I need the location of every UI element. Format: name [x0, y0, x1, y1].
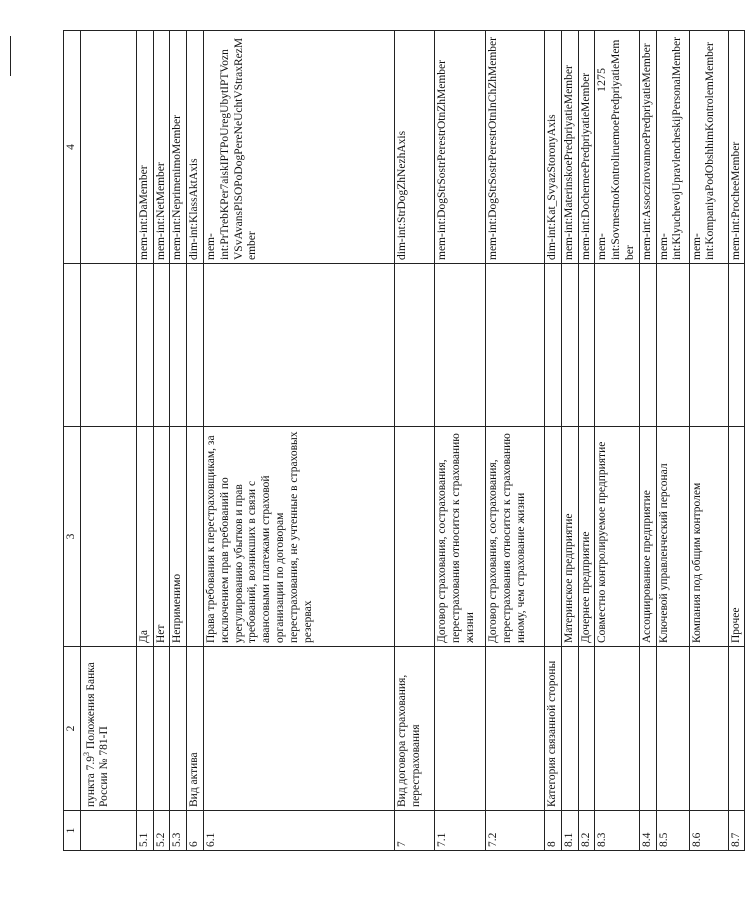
row-name — [434, 647, 485, 811]
row-description — [544, 427, 561, 647]
clause-ref: пункта 7.9 — [84, 755, 97, 807]
row-number: 5.2 — [153, 811, 170, 851]
col-number-empty — [64, 264, 81, 427]
row-code: mem-int:DocherneePredpriyatieMember — [578, 31, 595, 264]
empty-cell — [187, 264, 204, 427]
row-name — [153, 647, 170, 811]
row-description — [394, 427, 434, 647]
empty-cell — [639, 264, 656, 427]
row-description — [187, 427, 204, 647]
empty-cell — [394, 264, 434, 427]
row-description: Да — [136, 427, 153, 647]
row-description: Права требования к перестраховщикам, за исключением прав требований по урегулированию убытков и прав требований, возникших в связи с авансовыми платежами страховой организации по договорам перестрахования, не учтенные в страховых резервах — [203, 427, 394, 647]
row-description: Материнское предприятие — [561, 427, 578, 647]
page-number: 1275 — [594, 68, 608, 92]
row-description: Нет — [153, 427, 170, 647]
row-name — [170, 647, 187, 811]
row-description: Совместно контролируемое предприятие — [595, 427, 639, 647]
empty-cell — [578, 264, 595, 427]
clause-ref-sup: 3 — [81, 751, 91, 756]
row-name — [136, 647, 153, 811]
row-description: Неприменимо — [170, 427, 187, 647]
row-name — [689, 647, 728, 811]
row-name — [656, 647, 689, 811]
row-description: Ключевой управленческий персонал — [656, 427, 689, 647]
table-row — [434, 31, 485, 851]
empty-cell — [561, 264, 578, 427]
row-name — [639, 647, 656, 811]
row-number: 8.5 — [656, 811, 689, 851]
table-row — [136, 31, 153, 851]
col-number-4: 4 — [64, 31, 81, 264]
row-name — [578, 647, 595, 811]
codes-table — [63, 30, 745, 851]
row-number: 7.2 — [485, 811, 544, 851]
table-row — [595, 31, 639, 851]
row-number: 8.3 — [595, 811, 639, 851]
row-code: dim-int:Kat_SvyazStoronyAxis — [544, 31, 561, 264]
empty-cell — [485, 264, 544, 427]
row-code: mem-int:NeprimenimoMember — [170, 31, 187, 264]
empty-cell — [434, 264, 485, 427]
empty-cell — [656, 264, 689, 427]
empty-cell — [689, 264, 728, 427]
row-name: Категория связанной стороны — [544, 647, 561, 811]
row-number: 8.7 — [728, 811, 745, 851]
table-row — [639, 31, 656, 851]
row-number: 6 — [187, 811, 204, 851]
table-row — [170, 31, 187, 851]
empty-cell — [136, 264, 153, 427]
empty-cell — [544, 264, 561, 427]
row-description: Дочернее предприятие — [578, 427, 595, 647]
table-row — [689, 31, 728, 851]
row-number: 8.2 — [578, 811, 595, 851]
row-name — [80, 647, 136, 811]
row-code: mem-int:DaMember — [136, 31, 153, 264]
empty-cell — [595, 264, 639, 427]
row-code: mem-int:AssoczirovannoePredpriyatieMember — [639, 31, 656, 264]
row-description: Прочее — [728, 427, 745, 647]
row-code: mem-int:PrTrebKPer7aiskIPTPoUregUbytIPTVozn VSvAvansPlSOPoDogPereNeUchtVStraxRezMember — [203, 31, 394, 264]
row-name — [561, 647, 578, 811]
scan-edge-mark — [10, 36, 11, 76]
empty-cell — [153, 264, 170, 427]
row-code: mem-int:KompaniyaPodObshhimKontrolemMember — [689, 31, 728, 264]
row-description: Договор страхования, сострахования, перестрахования относится к страхованию жизни — [434, 427, 485, 647]
row-description: Договор страхования, сострахования, перестрахования относится к страхованию иному, чем страхование жизни — [485, 427, 544, 647]
row-code: mem-int:KlyuchevojUpravlencheskijPersonalMember — [656, 31, 689, 264]
row-number: 8 — [544, 811, 561, 851]
table-row — [561, 31, 578, 851]
row-code: mem-int:DogStrSostrPerestrOtnInChZhMember — [485, 31, 544, 264]
row-name — [595, 647, 639, 811]
empty-cell — [170, 264, 187, 427]
table-rows — [136, 31, 745, 851]
table-row — [485, 31, 544, 851]
row-code: mem-int:SovmestnoKontroliruemoePredpriyatieMember — [595, 31, 639, 264]
row-number: 8.6 — [689, 811, 728, 851]
table-row — [544, 31, 561, 851]
row-name: Вид договора страхования, перестрахования — [394, 647, 434, 811]
row-number: 5.1 — [136, 811, 153, 851]
row-number: 5.3 — [170, 811, 187, 851]
row-number: 8.1 — [561, 811, 578, 851]
row-name: Вид актива — [187, 647, 204, 811]
row-code: mem-int:MaterinskoePredpriyatieMember — [561, 31, 578, 264]
row-number: 7.1 — [434, 811, 485, 851]
col-number-3: 3 — [64, 427, 81, 647]
empty-cell — [203, 264, 394, 427]
row-name — [485, 647, 544, 811]
row-number — [80, 811, 136, 851]
table-row — [578, 31, 595, 851]
table-row-continuation — [80, 31, 136, 851]
column-number-row — [64, 31, 81, 851]
row-code: mem-int:NetMember — [153, 31, 170, 264]
row-number: 8.4 — [639, 811, 656, 851]
row-code: mem-int:DogStrSostrPerestrOtnZhMember — [434, 31, 485, 264]
row-description: Компания под общим контролем — [689, 427, 728, 647]
clause-ref-tail: Положения Банка России № 781-П — [84, 662, 111, 807]
row-name — [728, 647, 745, 811]
table-row — [187, 31, 204, 851]
row-code: mem-int:ProcheeMember — [728, 31, 745, 264]
row-description: Ассоциированное предприятие — [639, 427, 656, 647]
col-number-2: 2 — [64, 647, 81, 811]
row-number: 6.1 — [203, 811, 394, 851]
row-name — [203, 647, 394, 811]
row-code: dim-int:KlassAktAxis — [187, 31, 204, 264]
col-number-1: 1 — [64, 811, 81, 851]
row-number: 7 — [394, 811, 434, 851]
empty-cell — [728, 264, 745, 427]
row-code: dim-int:StrDogZhNezhAxis — [394, 31, 434, 264]
table-row — [656, 31, 689, 851]
table-row — [728, 31, 745, 851]
table-row — [203, 31, 394, 851]
table-row — [153, 31, 170, 851]
table-row — [394, 31, 434, 851]
